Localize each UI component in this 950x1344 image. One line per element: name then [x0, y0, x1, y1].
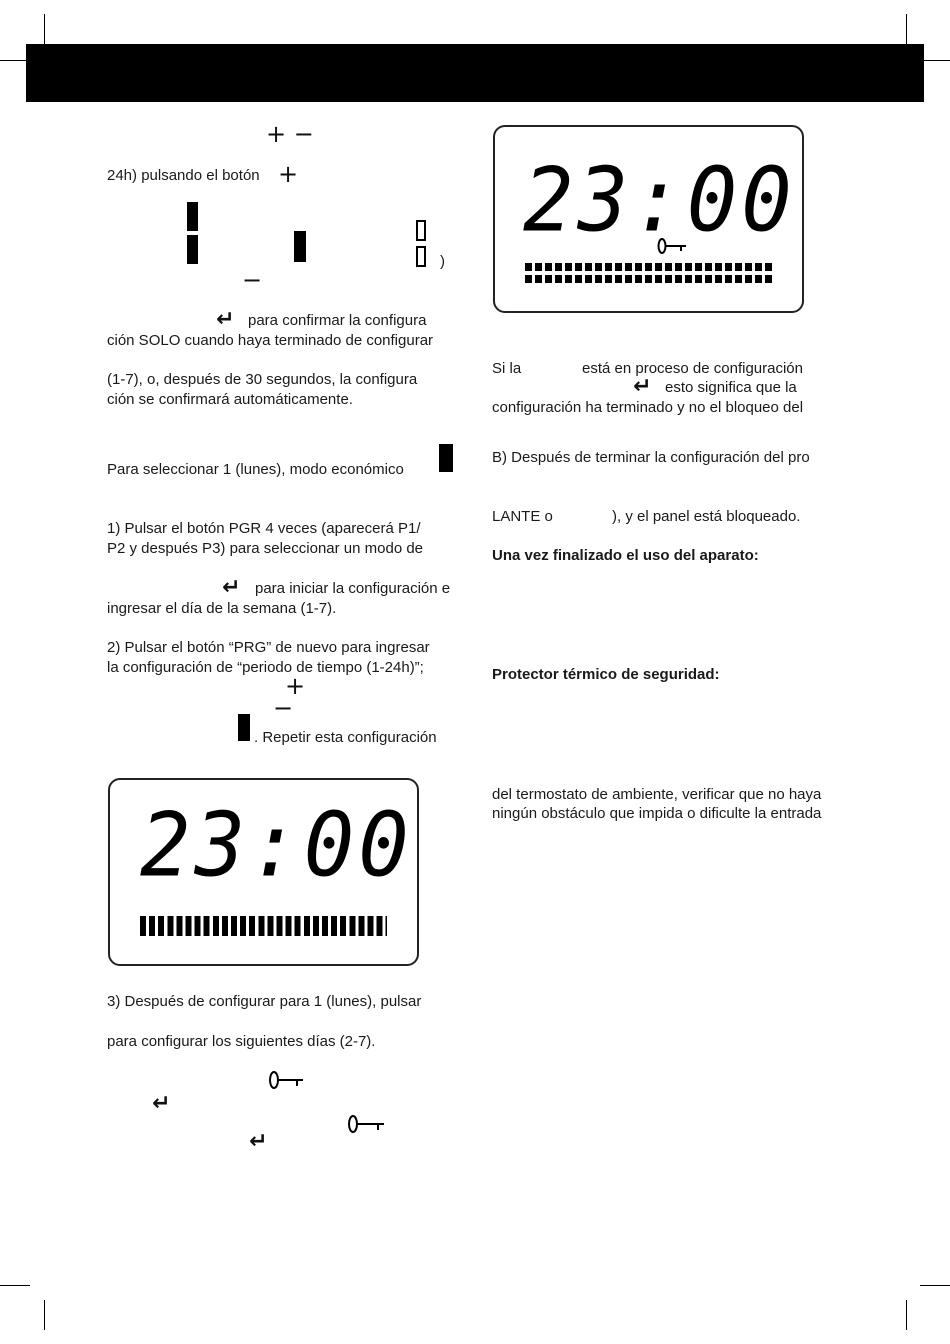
text-b-despues: B) Después de terminar la configuración del pro [492, 449, 810, 466]
enter-icon: ↵ [249, 1129, 268, 1154]
text-confirm-2: ción SOLO cuando haya terminado de configurar [107, 332, 434, 349]
enter-icon: ↵ [216, 307, 235, 332]
lcd-hour-bar-strip [525, 275, 772, 283]
text-24h: 24h) pulsando el botón [107, 167, 260, 184]
crop-mark [0, 1285, 30, 1286]
text-terminado: configuración ha terminado y no el bloqueo del [492, 399, 804, 416]
text-step3-b: para configurar los siguientes días (2-7). [107, 1033, 376, 1050]
off-mode-segment-icon [416, 220, 426, 241]
minus-icon: − [242, 266, 263, 294]
crop-mark [922, 60, 950, 61]
comfort-mode-segment-icon [187, 235, 198, 264]
plus-icon: + [278, 160, 299, 188]
text-confirm-1: para confirmar la configura [248, 312, 427, 329]
eco-mode-segment-icon [439, 444, 453, 472]
text-step3-a: 3) Después de configurar para 1 (lunes), pulsar [107, 993, 422, 1010]
key-icon [657, 237, 687, 255]
text-confirm-3: (1-7), o, después de 30 segundos, la configura [107, 371, 418, 388]
eco-mode-segment-icon [238, 714, 250, 741]
text-step1-d: ingresar el día de la semana (1-7). [107, 600, 337, 617]
text-termostato-1: del termostato de ambiente, verificar que no haya [492, 786, 822, 803]
crop-mark [0, 60, 28, 61]
text-proceso: está en proceso de configuración [582, 360, 803, 377]
comfort-mode-segment-icon [187, 202, 198, 231]
lcd-time-readout: 23:00 [140, 793, 413, 897]
text-si-la: Si la [492, 360, 522, 377]
text-lante: LANTE o [492, 508, 553, 525]
paren-close: ) [440, 253, 445, 270]
text-step2-b: la configuración de “periodo de tiempo (1-24h)”; [107, 659, 424, 676]
lcd-display-panel [493, 125, 804, 313]
key-icon [268, 1069, 304, 1091]
lcd-time-readout: 23:00 [523, 148, 796, 252]
crop-mark [906, 14, 907, 48]
lcd-display-panel [108, 778, 419, 966]
crop-mark [920, 1285, 950, 1286]
text-bloqueado: ), y el panel está bloqueado. [612, 508, 801, 525]
heading-protector: Protector térmico de seguridad: [492, 666, 720, 683]
text-significa: esto significa que la [665, 379, 797, 396]
plus-icon: + [285, 672, 306, 700]
eco-mode-segment-icon [294, 231, 306, 262]
text-step2-c: . Repetir esta configuración [254, 729, 437, 746]
crop-mark [44, 14, 45, 48]
text-step1-c: para iniciar la configuración e [255, 580, 451, 597]
enter-icon: ↵ [633, 374, 652, 399]
off-mode-segment-icon [416, 246, 426, 267]
text-termostato-2: ningún obstáculo que impida o dificulte la entrada [492, 805, 822, 822]
plus-minus-symbols: + − [266, 120, 314, 148]
lcd-hour-bar-strip [525, 263, 772, 271]
crop-mark [906, 1300, 907, 1330]
text-step1-b: P2 y después P3) para seleccionar un modo de [107, 540, 424, 557]
enter-icon: ↵ [152, 1091, 171, 1116]
lcd-hour-bar-strip [140, 916, 387, 936]
minus-icon: − [273, 694, 294, 722]
enter-icon: ↵ [222, 575, 241, 600]
page-header-bar [26, 44, 924, 102]
text-select-monday: Para seleccionar 1 (lunes), modo económico [107, 461, 404, 478]
crop-mark [44, 1300, 45, 1330]
heading-fin-uso: Una vez finalizado el uso del aparato: [492, 547, 759, 564]
text-step2-a: 2) Pulsar el botón “PRG” de nuevo para ingresar [107, 639, 430, 656]
text-confirm-4: ción se confirmará automáticamente. [107, 391, 353, 408]
key-icon [347, 1113, 385, 1135]
text-step1-a: 1) Pulsar el botón PGR 4 veces (aparecerá P1/ [107, 520, 421, 537]
